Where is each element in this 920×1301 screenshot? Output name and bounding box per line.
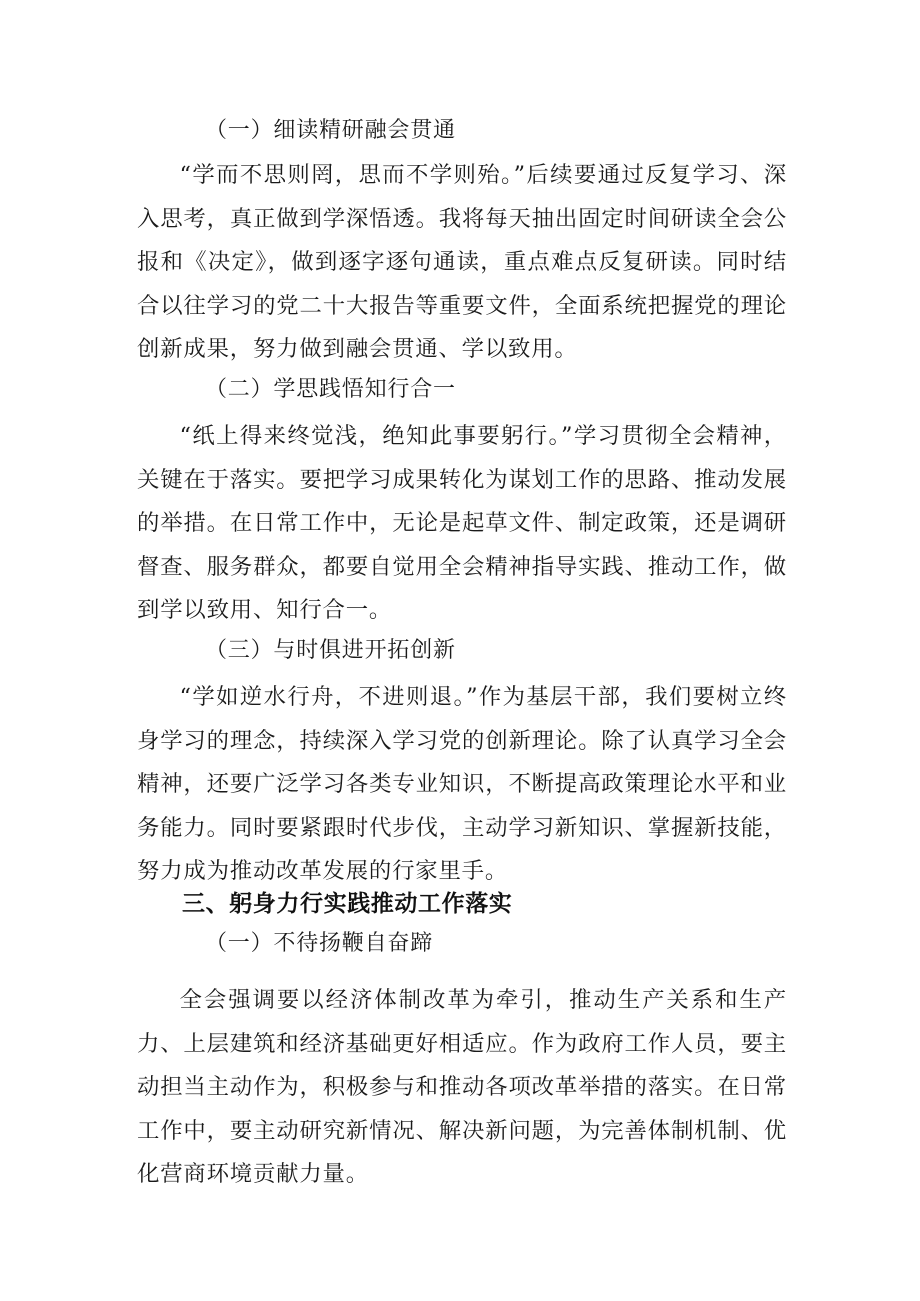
subsection-heading-self-motivation: （一）不待扬鞭自奋蹄 [205,931,434,956]
paragraph-innovation: “学如逆水行舟，不进则退。”作为基层干部，我们要树立终身学习的理念，持续深入学习党的创新理论。除了认真学习全会精神，还要广泛学习各类专业知识，不断提高政策理论水平和业务能力。同时要紧跟时代步伐，主动学习新知识、掌握新技能，努力成为推动改革发展的行家里手。 [137,684,787,884]
subsection-heading-close-reading: （一）细读精研融会贯通 [205,118,456,143]
paragraph-self-motivation: 全会强调要以经济体制改革为牵引，推动生产关系和生产力、上层建筑和经济基础更好相适应。作为政府工作人员，要主动担当主动作为，积极参与和推动各项改革举措的落实。在日常工作中，要主动研究新情况、解决新问题，为完善体制机制、优化营商环境贡献力量。 [137,987,787,1187]
section-heading-practice: 三、躬身力行实践推动工作落实 [182,891,513,917]
subsection-heading-unity-of-knowing-and-doing: （二）学思践悟知行合一 [205,377,456,402]
subsection-heading-innovation: （三）与时俱进开拓创新 [205,638,456,663]
paragraph-unity-of-knowing-and-doing: “纸上得来终觉浅，绝知此事要躬行。”学习贯彻全会精神，关键在于落实。要把学习成果转化为谋划工作的思路、推动发展的举措。在日常工作中，无论是起草文件、制定政策，还是调研督查、服务群众，都要自觉用全会精神指导实践、推动工作，做到学以致用、知行合一。 [137,423,787,623]
paragraph-close-reading: “学而不思则罔，思而不学则殆。”后续要通过反复学习、深入思考，真正做到学深悟透。我将每天抽出固定时间研读全会公报和《决定》，做到逐字逐句通读，重点难点反复研读。同时结合以往学习的党二十大报告等重要文件，全面系统把握党的理论创新成果，努力做到融会贯通、学以致用。 [137,162,787,362]
